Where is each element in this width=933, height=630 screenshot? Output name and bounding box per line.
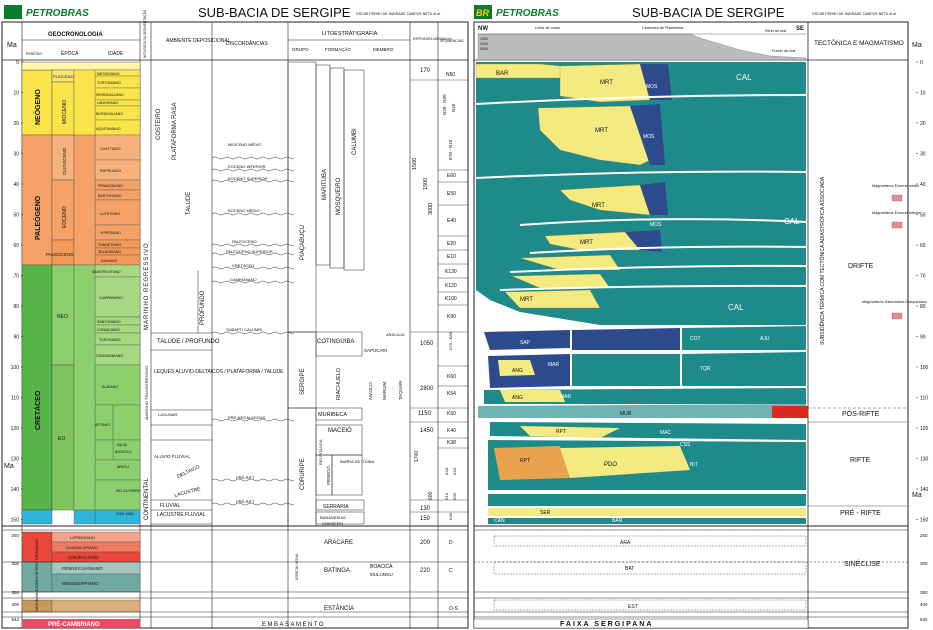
profile-d1000: 1000 — [480, 37, 488, 41]
amb-fluvial: FLUVIAL — [160, 503, 181, 509]
form-batinga: BATINGA — [324, 568, 350, 574]
magma-eoceno-medio: Magmatismo Eoceno médio — [872, 184, 920, 188]
unit-css-label: CSS — [680, 442, 691, 448]
esp-13: 220 — [420, 568, 431, 574]
stage-pos-rifte: PÓS-RIFTE — [842, 411, 880, 418]
period-quaternario — [22, 62, 140, 70]
stage-rifte: RIFTE — [850, 457, 871, 464]
right-ma-tick-90: 90 — [920, 334, 926, 341]
left-brand-name: PETROBRAS — [26, 8, 89, 19]
unit-aju-label: AJU — [760, 336, 770, 342]
age-bartoniano: BARTONIANO — [98, 194, 122, 198]
left-panel — [2, 5, 468, 628]
right-ma-tick-100: 100 — [920, 364, 929, 371]
form-muribeca: MURIBECA — [318, 412, 348, 418]
natureza-regressivo: MARINHO REGRESSIVO — [144, 242, 150, 330]
unit-mur-label: MUR — [620, 411, 632, 417]
form-penedo: PENEDO — [326, 465, 331, 485]
epoch-paleoceno: PALEOCENO — [46, 252, 74, 257]
esp-10: 130 — [420, 506, 431, 512]
esp-2: 1500 — [423, 177, 429, 190]
left-ma-tick-140: 140 — [10, 486, 19, 493]
seq-9: K130 — [445, 269, 457, 275]
left-ma-tick-130: 130 — [10, 456, 19, 463]
disc-eoceno-inferior: EOCENO INFERIOR — [228, 164, 266, 169]
age-albiano: ALBIANO — [102, 385, 119, 389]
lower-period-devoniano: DEVONIANO — [35, 589, 39, 611]
disc-eoceno-superior: EOCENO SUPERIOR — [228, 176, 268, 181]
unit-mrt-label-4: MRT — [580, 240, 593, 246]
hdr-formacao: FORMAÇÃO — [325, 47, 352, 52]
right-ma-label-bottom: Ma — [912, 492, 922, 499]
seq-25: D — [449, 540, 453, 546]
esp-3: 3000 — [428, 202, 434, 215]
left-lower-tick-542: 542 — [11, 616, 19, 622]
profile-fundo-mar: Fundo do mar — [772, 49, 796, 53]
right-ma-tick-110: 110 — [920, 395, 928, 402]
lower-age-guadalupiano: GUADALUPIANO — [66, 545, 98, 550]
unit-mar-label-1: MAR — [548, 362, 560, 368]
magma-eoceno-inferior: Magmatismo Eoceno inferior — [872, 211, 921, 215]
left-subtitle: OSCAR PEDRO DE ANDRADE CAMPOS NETO et al. — [356, 12, 441, 16]
unit-mac-label: MAC — [660, 430, 672, 436]
right-logo-glyph: BR — [476, 8, 489, 18]
esp-9: 600 — [428, 491, 434, 500]
age-campaniano: CAMPANIANO — [99, 296, 123, 300]
left-lower-tick-250: 250 — [11, 532, 19, 538]
lower-age-lopingiano: LOPINGIANO — [70, 535, 95, 540]
amb-profundo: PROFUNDO — [200, 290, 206, 325]
left-ma-tick-150: 150 — [10, 517, 19, 524]
age-dom-joao: DOM JOÃO — [116, 512, 135, 516]
left-ma-axis — [4, 60, 23, 524]
right-ma-tick-10: 10 — [920, 90, 926, 97]
left-ma-tick-110: 110 — [11, 395, 19, 402]
tect-axis: SUBSIDÊNCIA TÉRMICA COM TECTÔNICA ADIASTRÓFICA ASSOCIADA — [820, 176, 826, 345]
age-turoniano: TURONIANO — [99, 338, 121, 342]
left-ma-tick-0: 0 — [16, 59, 19, 66]
unit-sap-label: SAP — [520, 340, 531, 346]
unit-bit-label: BIT — [690, 462, 698, 468]
form-rio-pitanga: RIO PITANGA — [318, 439, 323, 465]
age-messiniano: MESSINIANO — [97, 72, 120, 76]
magma-santoniano: Magmatismo Santoniano-Campaniano — [862, 300, 927, 304]
membro-maruim: MARUIM — [382, 381, 387, 400]
magma-santoniano-box — [892, 313, 902, 319]
disc-subapti: SUBAPTI CALUMBI — [226, 327, 263, 332]
profile-se: SE — [796, 26, 805, 32]
unit-mrt-label-1: MRT — [600, 80, 613, 86]
grupo-igreja-nova: IGREJA NOVA — [294, 553, 299, 580]
right-brand-name: PETROBRAS — [496, 8, 559, 19]
seq-13: K70 - K88 — [448, 332, 453, 350]
form-maceio: MACEIÓ — [328, 428, 352, 434]
age-aquitaniano: AQUITANIANO — [96, 127, 121, 131]
rifte-section — [488, 422, 806, 524]
amb-talude: TALUDE — [186, 191, 192, 215]
age-serravalliano: SERRAVALLIANO — [96, 93, 124, 97]
age-thanetiano: THANETIANO — [98, 243, 122, 247]
right-ma-tick-130: 130 — [920, 456, 929, 463]
right-ma-label-top: Ma — [912, 42, 922, 49]
seq-0: N50 — [446, 72, 456, 78]
epoch-plioceno: PLIOCENO — [53, 74, 74, 79]
form-cotinguiba: COTINGUIBA — [317, 339, 355, 345]
profile-shape — [478, 34, 806, 60]
age-coniaciano: CONIACIANO — [97, 328, 120, 332]
unit-ban-label: BAN — [612, 518, 623, 524]
seq-26: O-S — [449, 606, 458, 612]
form-bananeiras: BANANEIRAS — [320, 515, 346, 520]
disc-mioceno-medio: MIOCENO MÉDIO — [228, 142, 262, 147]
seq-12: K90 — [447, 314, 456, 320]
age-selandiano: SELANDIANO — [98, 250, 122, 254]
hdr-natureza: NATUREZA DA SEDIMENTAÇÃO — [143, 9, 147, 58]
unit-mrt-label-3: MRT — [592, 203, 605, 209]
esp-1: 1500 — [412, 157, 418, 170]
left-ma-tick-10: 10 — [13, 90, 19, 97]
lower-age-cisuraliano: CISURALIANO — [68, 555, 99, 560]
unit-cal-label-2: CAL — [784, 217, 800, 226]
right-ma-tick-120: 120 — [920, 425, 929, 432]
disc-pre-rift-1: PRÉ-RIFT — [236, 475, 255, 480]
hdr-grupo: GRUPO — [292, 47, 309, 52]
seq-20: K20 — [452, 467, 457, 475]
seq-8: E10 — [447, 254, 456, 260]
unit-pdo-label: PDO — [604, 462, 618, 468]
left-ma-tick-30: 30 — [13, 151, 19, 158]
form-marituba: MARITUBA — [322, 168, 328, 200]
stage-sineclise: SINÉCLISE — [844, 561, 881, 568]
right-lower-tick-300: 300 — [920, 560, 928, 566]
disc-paleoceno-sup: PALEOCENO SUPERIOR — [226, 249, 273, 254]
hdr-ma: Ma — [7, 42, 17, 49]
amb-talude-profundo: TALUDE / PROFUNDO — [157, 339, 220, 345]
right-ma-tick-20: 20 — [920, 120, 926, 127]
seq-19: K34 — [444, 467, 449, 475]
hdr-lito: LITOESTRATIGRAFIA — [322, 31, 378, 37]
period-cretaceo-label: CRETÁCEO — [35, 390, 42, 430]
esp-5: 2800 — [420, 386, 434, 392]
unit-can-label: CAN — [494, 518, 505, 524]
left-ma-tick-60: 60 — [13, 242, 19, 249]
esp-7: 1450 — [420, 428, 434, 434]
right-lower-tick-542: 542 — [920, 616, 928, 622]
period-jurassico — [22, 510, 52, 524]
age-maastrichtiano: MAASTRICHTIANO — [92, 270, 121, 274]
disc-pre-rift-2: PRÉ-RIFT — [236, 499, 255, 504]
magma-eoceno-medio-box — [892, 195, 902, 201]
membro-angico: ANGICO — [368, 382, 373, 400]
left-ma-tick-80: 80 — [13, 303, 19, 310]
hdr-ambiente: AMBIENTE DEPOSICIONAL — [166, 38, 231, 44]
right-ma-tick-30: 30 — [920, 151, 926, 158]
unit-mrt-label-5: MRT — [520, 297, 533, 303]
lower-period-carbonifero: CARBONÍFERO — [34, 561, 39, 591]
disc-pre-neoalagoas: PRÉ-NEOALAGOAS — [228, 415, 266, 420]
unit-rpt-label-2: RPT — [520, 458, 530, 464]
seq-11: K100 — [445, 296, 457, 302]
age-santoniano: SANTONIANO — [97, 320, 121, 324]
age-ypresiano: YPRESIANO — [100, 231, 121, 235]
left-ma-tick-90: 90 — [13, 334, 19, 341]
form-calumbi: CALUMBI — [352, 128, 358, 155]
amb-leques: LEQUES ALUVIO-DELTAICOS / PLATAFORMA / TALUDE — [154, 369, 284, 375]
age-priaboniano: PRIABONIANO — [98, 184, 123, 188]
esp-0: 170 — [420, 68, 431, 74]
period-paleogeno-label: PALEÓGENO — [35, 195, 42, 240]
left-ma-tick-120: 120 — [10, 425, 19, 432]
right-ma-tick-80: 80 — [920, 303, 926, 310]
stage-pre-rifte: PRÉ - RIFTE — [840, 510, 881, 517]
age-burdigaliano: BURDIGALIANO — [96, 112, 124, 116]
seq-23: K00 — [448, 512, 453, 520]
left-ma-label: Ma — [4, 463, 14, 470]
right-lower-tick-250: 250 — [920, 532, 928, 538]
right-subtitle: OSCAR PEDRO DE ANDRADE CAMPOS NETO et al. — [812, 12, 897, 16]
seq-3: E70 - N10 — [448, 139, 453, 160]
unit-mrt-label-2: MRT — [595, 128, 608, 134]
membro-boacica: BOACICA — [370, 564, 393, 570]
membro-sapucari: SAPUCARI — [364, 348, 388, 353]
form-riachuelo: RIACHUELO — [336, 367, 342, 400]
right-panel — [474, 5, 929, 628]
disc-eoceno-medio: EOCENO MÉDIO — [228, 208, 260, 213]
seq-2: N20 - N30 — [442, 94, 447, 115]
amb-lacustre-fluvial: LACUSTRE FLUVIAL — [157, 512, 206, 518]
unit-ara-label: ARA — [620, 540, 631, 546]
left-ma-tick-40: 40 — [13, 181, 19, 188]
amb-aluvio: ALÚVIO FLUVIAL — [154, 454, 191, 459]
unit-cal-label-1: CAL — [736, 73, 752, 82]
amb-plataforma-rasa: PLATAFORMA RASA — [172, 102, 178, 160]
age-aratu: ARATU — [117, 465, 129, 469]
age-tortoniano: TORTONIANO — [97, 81, 121, 85]
unit-mos-label-1: MOS — [646, 84, 658, 90]
disc-campaniano: CAMPANIANO — [230, 277, 257, 282]
seq-10: K120 — [445, 283, 457, 289]
seq-16: K50 — [447, 411, 456, 417]
amb-costeiro: COSTEIRO — [156, 108, 162, 140]
period-cretaceo — [22, 265, 52, 510]
seq-1: N40 — [451, 103, 456, 112]
lower-age-mississippiano: MISSISSIPPIANO — [62, 581, 99, 586]
seq-24: C — [449, 568, 453, 574]
age-daniano: DANIANO — [101, 259, 118, 263]
seq-15: K54 — [447, 391, 456, 397]
left-lower-tick-300: 300 — [11, 560, 19, 566]
seq-14: K60 — [447, 374, 456, 380]
age-rupeliano: RUPELIANO — [100, 169, 121, 173]
right-ma-tick-70: 70 — [920, 273, 926, 280]
unit-mos-label-2: MOS — [643, 134, 655, 140]
seq-5: E50 — [447, 191, 456, 197]
amb-lacustre: LACUSTRE — [173, 486, 202, 499]
form-candeeiro: CANDEEIRO — [322, 522, 343, 526]
esp-8: 1700 — [414, 450, 420, 462]
age-cenomaniano: CENOMANIANO — [96, 354, 124, 358]
form-mosqueiro: MOSQUEIRO — [336, 177, 342, 215]
right-ma-tick-140: 140 — [920, 486, 929, 493]
seq-22: K05 — [452, 492, 457, 500]
seq-17: K40 — [447, 428, 456, 434]
age-rio-da-serra: RIO DA SERRA — [116, 489, 141, 493]
lower-age-pennsylvaniano: PENNSYLVANIANO — [62, 566, 103, 571]
unit-est-label: EST — [628, 604, 638, 610]
faixa-sergipana-label: FAIXA SERGIPANA — [560, 621, 654, 628]
hdr-discordancias: DISCORDÂNCIAS — [226, 41, 268, 47]
seq-4: E60 — [447, 173, 456, 179]
natureza-continental: CONTINENTAL — [144, 478, 150, 520]
form-serraria: SERRARIA — [323, 504, 349, 510]
epoch-oligoceno: OLIGOCENO — [62, 147, 67, 175]
left-lower-tick-400: 400 — [11, 601, 19, 607]
age-langhiano: LANGHIANO — [97, 101, 119, 105]
right-ma-tick-40: 40 — [920, 181, 926, 188]
embasamento-label: EMBASAMENTO — [262, 622, 326, 628]
period-neogeno-label: NEÓGENO — [35, 89, 42, 125]
unit-ang-label-1: ANG — [512, 368, 523, 374]
unit-ser-label: SER — [540, 510, 551, 516]
tect-title: TECTÔNICA E MAGMATISMO — [814, 40, 904, 47]
unit-bat-label: BAT — [625, 566, 635, 572]
grupo-coruripe: CORURIPE — [300, 458, 306, 490]
left-title: SUB-BACIA DE SERGIPE — [198, 5, 351, 20]
left-ma-tick-50: 50 — [13, 212, 19, 219]
esp-4: 1050 — [420, 341, 434, 347]
magma-eoceno-inferior-box — [892, 222, 902, 228]
grupo-piacabucu: PIAÇABUÇU — [300, 224, 306, 260]
profile-nw: NW — [478, 26, 488, 32]
epoch-eo: EO — [58, 436, 66, 442]
right-title: SUB-BACIA DE SERGIPE — [632, 5, 785, 20]
age-jiquia: JIQUIÁ — [116, 443, 127, 447]
profile-nivel-mar: Nível do mar — [765, 29, 787, 33]
pre-cambriano-label: PRÉ-CAMBRIANO — [48, 622, 100, 628]
profile-linha-costa: Linha de costa — [535, 26, 560, 30]
lower-period-permiano: PERMIANO — [34, 538, 39, 560]
natureza-transgressivo: MARINHO TRANSGRESSIVO — [144, 365, 149, 420]
esp-12: 200 — [420, 540, 431, 546]
hdr-epoca: ÉPOCA — [61, 51, 79, 57]
membro-taquari: TAQUARI — [398, 380, 403, 400]
right-ma-tick-50: 50 — [920, 212, 926, 219]
age-buracica: BURACICA — [115, 450, 132, 454]
age-chattiano: CHATTIANO — [100, 147, 121, 151]
unit-tqr-label: TQR — [700, 366, 711, 372]
form-barra-itiuba: BARRA DE ITIÚBA — [340, 459, 375, 464]
left-logo-glyph: BR — [6, 8, 19, 18]
right-ma-tick-0: 0 — [920, 59, 923, 66]
form-aracare: ARACARE — [324, 540, 354, 546]
profile-d3000: 3000 — [480, 47, 488, 51]
hdr-membro: MEMBRO — [373, 47, 394, 52]
unit-mar-label-2: MAR — [560, 394, 572, 400]
left-lower-tick-350: 350 — [11, 589, 19, 595]
grupo-sergipe: SERGIPE — [300, 368, 306, 395]
membro-aracaju: ARACAJU — [386, 332, 405, 337]
age-lutetiano: LUTETIANO — [100, 212, 121, 216]
seq-21: K10 — [444, 492, 449, 500]
esp-11: 150 — [420, 516, 431, 522]
unit-cal-label-3: CAL — [728, 303, 744, 312]
form-estancia: ESTÂNCIA — [324, 606, 355, 612]
hdr-espessura: ESPESSURA MÁXIMA (m) — [413, 37, 452, 41]
amb-deltaico: DELTAICO — [176, 464, 201, 480]
amb-lagunar: LAGUNAR — [158, 412, 178, 417]
epoch-mioceno: MIOCENO — [62, 100, 68, 124]
disc-paleoceno: PALEOCENO — [232, 239, 257, 244]
left-ma-tick-20: 20 — [13, 120, 19, 127]
right-lower-tick-400: 400 — [920, 601, 928, 607]
seq-6: E40 — [447, 218, 456, 224]
stage-drifte: DRIFTE — [848, 263, 874, 270]
epoch-eoceno: EOCENO — [62, 206, 68, 228]
profile-charneira: Charneira de Plataforma — [642, 26, 684, 30]
unit-cot-label: COT — [690, 336, 701, 342]
membro-mulungu: MULUNGU — [370, 572, 393, 577]
left-ma-tick-70: 70 — [13, 273, 19, 280]
unit-bar-label: BAR — [496, 71, 509, 77]
unit-mos-label-3: MOS — [650, 222, 662, 228]
hdr-geocron: GEOCRONOLOGIA — [48, 32, 103, 38]
hdr-periodo: PERÍODO — [26, 52, 43, 56]
seq-7: E20 — [447, 241, 456, 247]
unit-rpt-label-1: RPT — [556, 429, 566, 435]
hdr-sequencias: SEQUÊNCIAS — [440, 39, 464, 43]
unit-ang-label-2: ANG — [512, 395, 523, 401]
right-ma-tick-60: 60 — [920, 242, 926, 249]
right-ma-tick-150: 150 — [920, 517, 929, 524]
profile-d2000: 2000 — [480, 42, 488, 46]
right-lower-tick-350: 350 — [920, 589, 928, 595]
left-ma-tick-100: 100 — [10, 364, 19, 371]
age-aptiano: APTIANO — [95, 423, 110, 427]
disc-cretaceo: CRETÁCEO — [232, 263, 255, 268]
esp-6: 1150 — [418, 411, 431, 417]
hdr-idade: IDADE — [108, 51, 124, 57]
epoch-neo: NEO — [57, 314, 68, 320]
seq-18: K38 — [447, 440, 456, 446]
